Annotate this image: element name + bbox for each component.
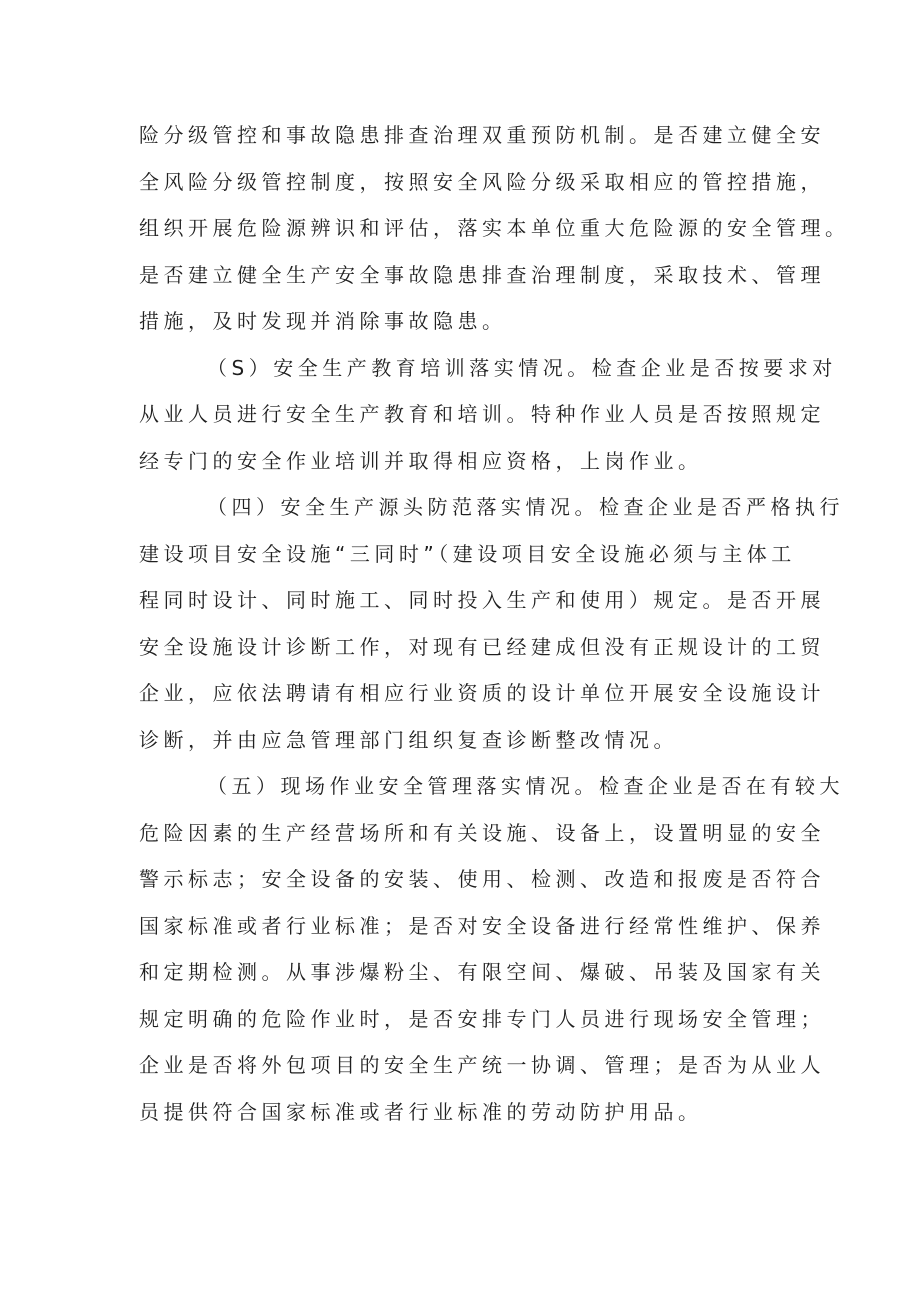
text-line: 建设项目安全设施“三同时”（建设项目安全设施必须与主体工 bbox=[139, 541, 796, 566]
text-line: 规定明确的危险作业时，是否安排专门人员进行现场安全管理； bbox=[139, 1006, 825, 1031]
text-line: 经专门的安全作业培训并取得相应资格，上岗作业。 bbox=[139, 448, 703, 473]
text-line: 安全设施设计诊断工作，对现有已经建成但没有正规设计的工贸 bbox=[139, 634, 825, 659]
text-line: 从业人员进行安全生产教育和培训。特种作业人员是否按照规定 bbox=[139, 402, 825, 426]
text-line: 国家标准或者行业标准；是否对安全设备进行经常性维护、保养 bbox=[139, 913, 825, 938]
section-heading-line: （四）安全生产源头防范落实情况。检查企业是否严格执行 bbox=[207, 495, 844, 519]
text-line: 企业，应依法聘请有相应行业资质的设计单位开展安全设施设计 bbox=[139, 681, 825, 705]
text-line: 员提供符合国家标准或者行业标准的劳动防护用品。 bbox=[139, 1099, 703, 1124]
text-line: 诊断，并由应急管理部门组织复查诊断整改情况。 bbox=[139, 727, 678, 752]
text-line: 警示标志；安全设备的安装、使用、检测、改造和报废是否符合 bbox=[139, 867, 825, 891]
body-text bbox=[139, 112, 850, 1135]
text-line: 程同时设计、同时施工、同时投入生产和使用）规定。是否开展 bbox=[139, 588, 825, 612]
section-heading-line: （五）现场作业安全管理落实情况。检查企业是否在有较大 bbox=[207, 774, 844, 798]
text-line: 措施，及时发现并消除事故隐患。 bbox=[139, 309, 507, 333]
text-line: 和定期检测。从事涉爆粉尘、有限空间、爆破、吊装及国家有关 bbox=[139, 960, 825, 984]
text-line: 是否建立健全生产安全事故隐患排查治理制度，采取技术、管理 bbox=[139, 262, 825, 287]
text-line: 企业是否将外包项目的安全生产统一协调、管理；是否为从业人 bbox=[139, 1053, 825, 1077]
text-line: 组织开展危险源辨识和评估，落实本单位重大危险源的安全管理。 bbox=[139, 216, 850, 240]
text-line: 危险因素的生产经营场所和有关设施、设备上，设置明显的安全 bbox=[139, 820, 825, 845]
section-heading-line: （S）安全生产教育培训落实情况。检查企业是否按要求对 bbox=[207, 355, 837, 380]
text-line: 险分级管控和事故隐患排查治理双重预防机制。是否建立健全安 bbox=[139, 123, 825, 147]
text-line: 全风险分级管控制度，按照安全风险分级采取相应的管控措施， bbox=[139, 169, 825, 194]
